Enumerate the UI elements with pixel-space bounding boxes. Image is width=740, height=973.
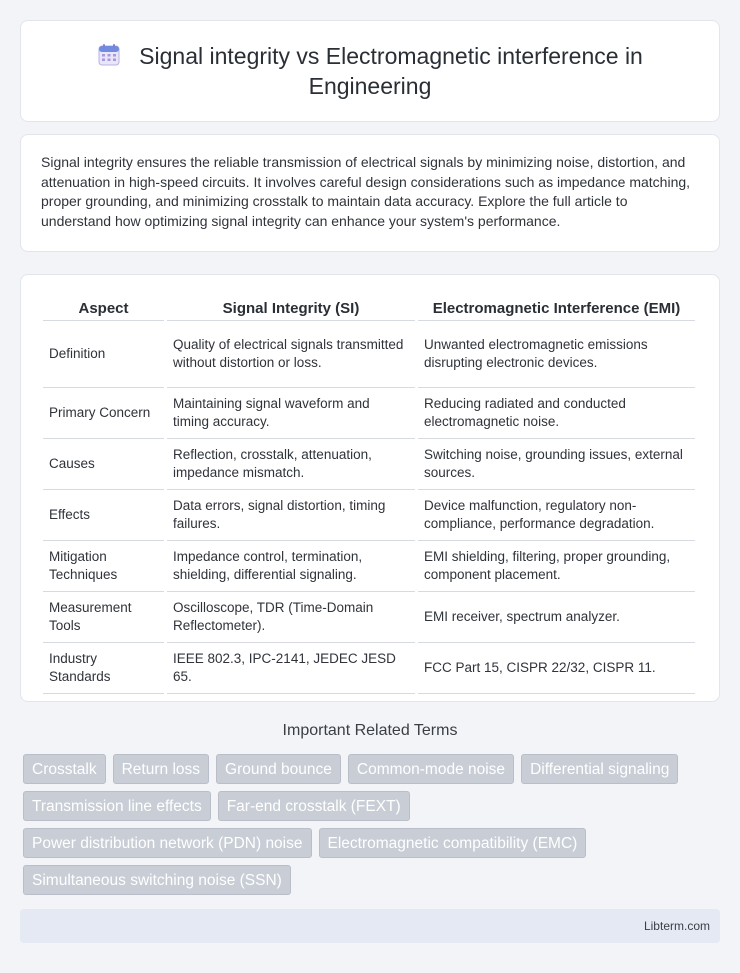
- header-emi: Electromagnetic Interference (EMI): [418, 295, 695, 321]
- term-tag[interactable]: Far-end crosstalk (FEXT): [218, 791, 410, 821]
- row-emi: Device malfunction, regulatory non-compliance, performance degradation.: [418, 490, 695, 541]
- row-si: Impedance control, termination, shielding, differential signaling.: [167, 541, 415, 592]
- intro-text: Signal integrity ensures the reliable transmission of electrical signals by minimizing noise, distortion, and attenuation in high-speed circuits. It involves careful design considerations such as impedance matching, proper grounding, and minimizing crosstalk to maintain data accuracy. Explore the full article to understand how optimizing signal integrity can enhance your system's performance.: [41, 154, 691, 229]
- row-si: IEEE 802.3, IPC-2141, JEDEC JESD 65.: [167, 643, 415, 694]
- row-si: Data errors, signal distortion, timing failures.: [167, 490, 415, 541]
- footer: [20, 909, 720, 943]
- row-si: Maintaining signal waveform and timing accuracy.: [167, 388, 415, 439]
- row-emi: Unwanted electromagnetic emissions disrupting electronic devices.: [418, 321, 695, 388]
- row-emi: FCC Part 15, CISPR 22/32, CISPR 11.: [418, 643, 695, 694]
- table-row: [43, 439, 695, 490]
- row-aspect: Effects: [43, 490, 164, 541]
- row-aspect: Causes: [43, 439, 164, 490]
- row-si: Reflection, crosstalk, attenuation, impedance mismatch.: [167, 439, 415, 490]
- row-emi: Switching noise, grounding issues, external sources.: [418, 439, 695, 490]
- footer-site-link[interactable]: Libterm.com: [643, 919, 710, 933]
- table-row: [43, 592, 695, 643]
- term-tag[interactable]: Common-mode noise: [348, 754, 514, 784]
- title-card: [20, 20, 720, 122]
- comparison-card: [20, 274, 720, 702]
- intro-card: [20, 134, 720, 252]
- term-row: [23, 791, 713, 821]
- table-row: [43, 490, 695, 541]
- table-row: [43, 541, 695, 592]
- related-terms: [23, 754, 713, 902]
- row-aspect: Measurement Tools: [43, 592, 164, 643]
- row-aspect: Definition: [43, 321, 164, 388]
- term-tag[interactable]: Simultaneous switching noise (SSN): [23, 865, 291, 895]
- term-tag[interactable]: Transmission line effects: [23, 791, 211, 821]
- table-row: [43, 643, 695, 694]
- term-tag[interactable]: Crosstalk: [23, 754, 106, 784]
- term-tag[interactable]: Ground bounce: [216, 754, 341, 784]
- row-aspect: Industry Standards: [43, 643, 164, 694]
- table-row: [43, 388, 695, 439]
- row-aspect: Mitigation Techniques: [43, 541, 164, 592]
- header-aspect: Aspect: [43, 295, 164, 321]
- header-signal-integrity: Signal Integrity (SI): [167, 295, 415, 321]
- table-row: [43, 321, 695, 388]
- related-terms-heading: Important Related Terms: [282, 722, 458, 739]
- term-tag[interactable]: Electromagnetic compatibility (EMC): [319, 828, 587, 858]
- row-si: Oscilloscope, TDR (Time-Domain Reflectometer).: [167, 592, 415, 643]
- row-emi: EMI shielding, filtering, proper grounding, component placement.: [418, 541, 695, 592]
- term-row: [23, 865, 713, 895]
- title-line-1: Signal integrity vs Electromagnetic interference in: [139, 43, 643, 69]
- term-row: [23, 754, 713, 784]
- row-si: Quality of electrical signals transmitted without distortion or loss.: [167, 321, 415, 388]
- title-line-2: Engineering: [308, 73, 432, 99]
- term-tag[interactable]: Power distribution network (PDN) noise: [23, 828, 312, 858]
- calendar-icon: [97, 43, 121, 67]
- table-header-row: [43, 295, 695, 321]
- term-row: [23, 828, 713, 858]
- row-emi: EMI receiver, spectrum analyzer.: [418, 592, 695, 643]
- row-emi: Reducing radiated and conducted electromagnetic noise.: [418, 388, 695, 439]
- page-title: [97, 41, 643, 101]
- term-tag[interactable]: Return loss: [113, 754, 209, 784]
- comparison-table: [40, 295, 698, 694]
- term-tag[interactable]: Differential signaling: [521, 754, 678, 784]
- row-aspect: Primary Concern: [43, 388, 164, 439]
